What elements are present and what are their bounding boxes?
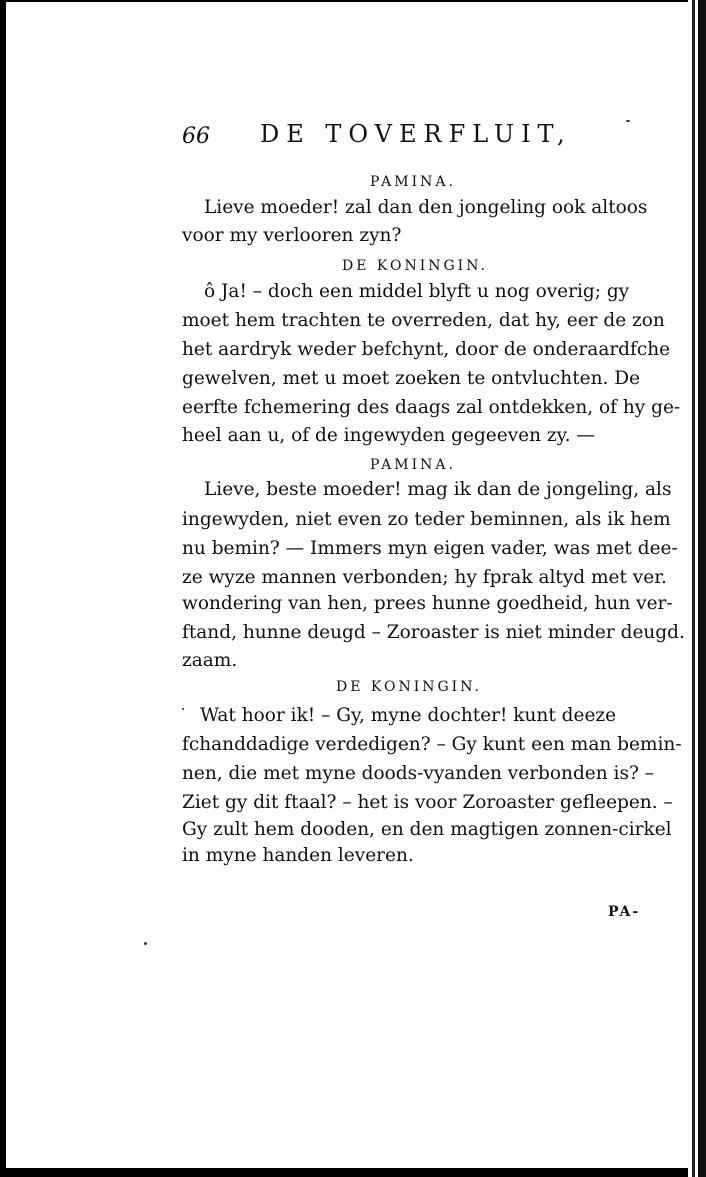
text-line: heel aan u, of de ingewyden gegeeven zy. — xyxy=(182,425,595,446)
text-line: in myne handen leveren. xyxy=(182,845,414,866)
page-header xyxy=(182,120,652,160)
text-line: fchanddadige verdedigen? – Gy kunt een man bemin- xyxy=(182,734,682,755)
text-line: zaam. xyxy=(182,650,238,671)
text-line: Ziet gy dit ftaal? – het is voor Zoroaster gefleepen. – xyxy=(182,792,673,813)
text-line: gewelven, met u moet zoeken te ontvluchten. De xyxy=(182,368,641,389)
text-line: Lieve, beste moeder! mag ik dan de jongeling, als xyxy=(204,479,672,500)
book-page xyxy=(6,2,688,1168)
text-line: voor my verlooren zyn? xyxy=(182,225,402,246)
text-line: Wat hoor ik! – Gy, myne dochter! kunt deeze xyxy=(200,705,617,726)
text-line: het aardryk weder befchynt, door de onderaardfche xyxy=(182,339,671,360)
speaker-heading: DE KONINGIN. xyxy=(342,258,489,274)
text-line: ô Ja! – doch een middel blyft u nog overig; gy xyxy=(204,281,630,302)
speaker-heading: PAMINA. xyxy=(370,174,456,190)
paper-speck xyxy=(626,120,630,122)
text-line: Lieve moeder! zal dan den jongeling ook altoos xyxy=(204,197,648,218)
speaker-heading: PAMINA. xyxy=(370,457,456,473)
text-line: wondering van hen, prees hunne goedheid, hun ver- xyxy=(182,593,673,614)
text-line: ftand, hunne deugd – Zoroaster is niet minder deugd. xyxy=(182,622,685,643)
text-line: ze wyze mannen verbonden; hy fprak altyd met ver. xyxy=(182,567,667,588)
paper-speck xyxy=(182,708,184,710)
paper-speck xyxy=(144,942,147,945)
text-line: moet hem trachten te overreden, dat hy, eer de zon xyxy=(182,310,665,331)
text-line: ingewyden, niet even zo teder beminnen, als ik hem xyxy=(182,509,671,530)
text-line: nen, die met myne doods-vyanden verbonden is? – xyxy=(182,763,654,784)
speaker-heading: DE KONINGIN. xyxy=(336,679,483,695)
page-number: 66 xyxy=(182,124,210,149)
catchword: PA- xyxy=(608,904,641,920)
text-line: nu bemin? — Immers myn eigen vader, was met dee- xyxy=(182,538,678,559)
page-edge-shadow xyxy=(688,0,706,1177)
text-line: Gy zult hem dooden, en den magtigen zonnen-cirkel xyxy=(182,819,672,840)
running-title: DE TOVERFLUIT, xyxy=(260,120,572,148)
text-line: eerfte fchemering des daags zal ontdekken, of hy ge- xyxy=(182,397,681,418)
